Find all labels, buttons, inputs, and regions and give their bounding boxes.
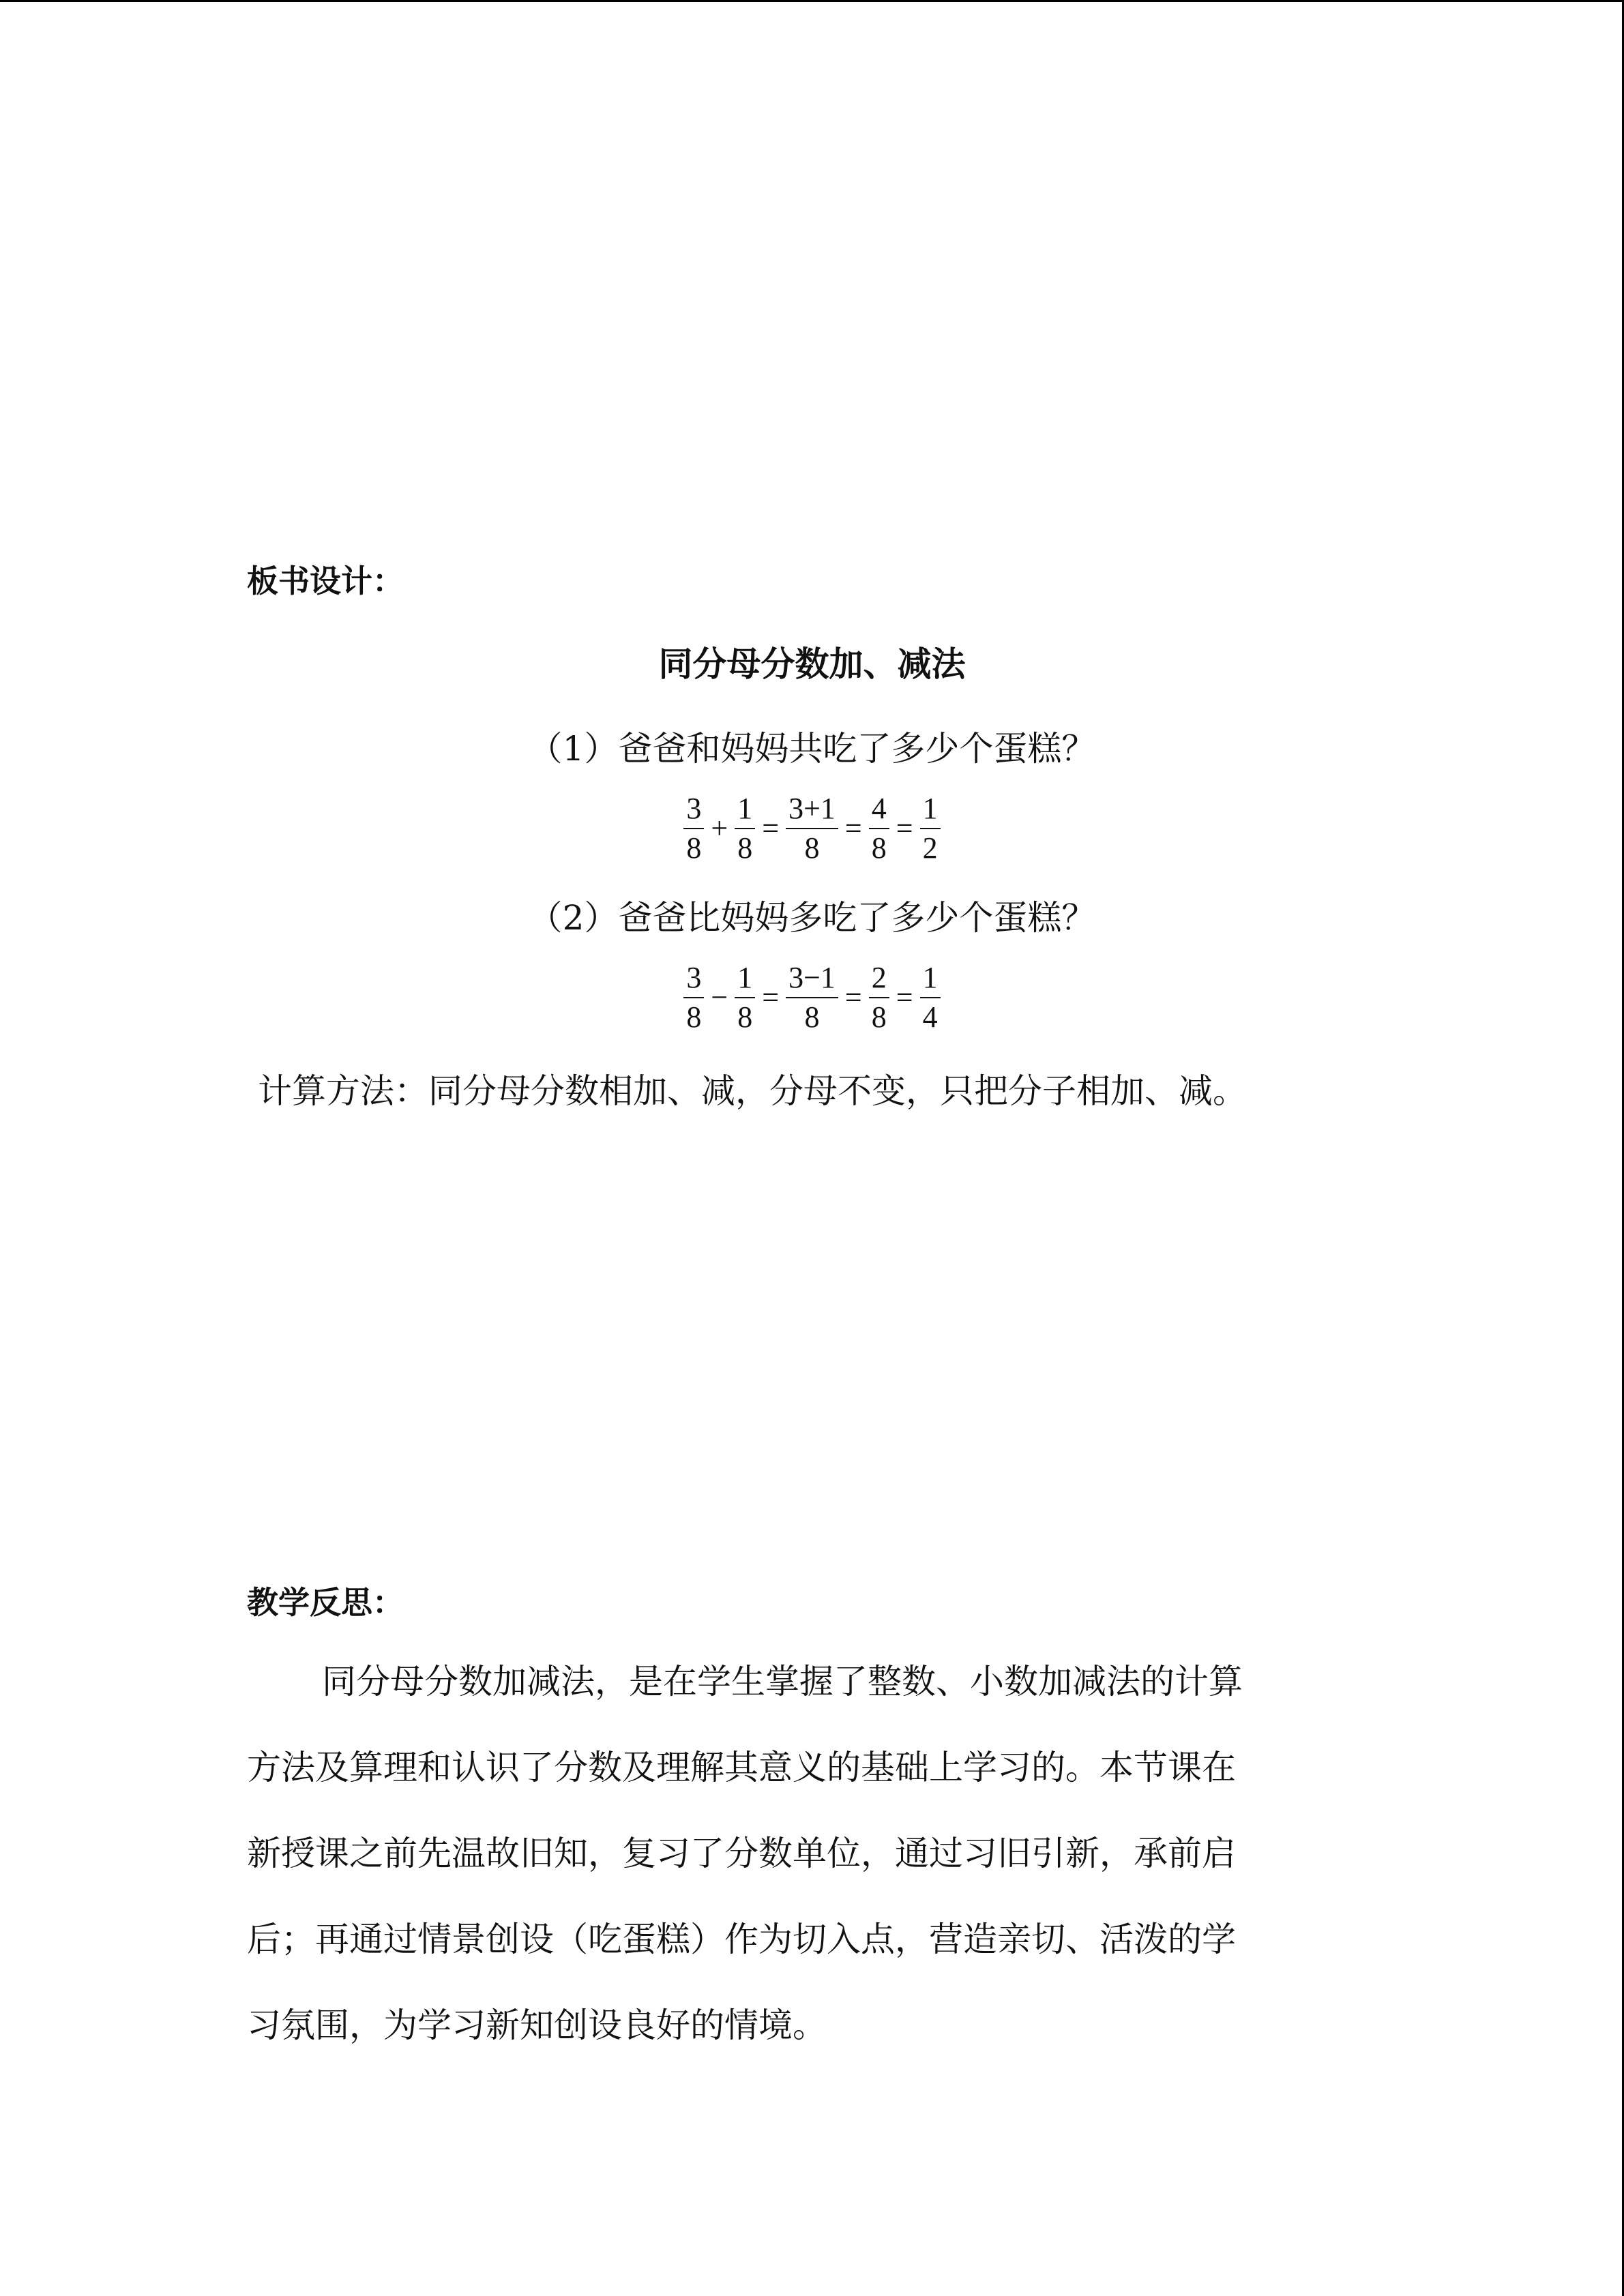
paragraph-line: 新授课之前先温故旧知，复习了分数单位，通过习旧引新，承前启 — [247, 1834, 1236, 1873]
operator: − — [711, 981, 728, 1014]
numerator: 4 — [871, 792, 887, 825]
fraction — [786, 961, 838, 1034]
calculation-method: 计算方法：同分母分数相加、减，分母不变，只把分子相加、减。 — [258, 1071, 1247, 1111]
fraction — [683, 792, 704, 865]
operator: + — [711, 811, 728, 845]
denominator: 8 — [804, 831, 820, 865]
equation-1 — [0, 792, 1624, 865]
denominator: 8 — [737, 831, 753, 865]
paragraph-line: 方法及算理和认识了分数及理解其意义的基础上学习的。本节课在 — [247, 1748, 1236, 1787]
question-2: （2）爸爸比妈妈多吃了多少个蛋糕？ — [528, 898, 1096, 938]
board-title: 同分母分数加、减法 — [658, 644, 966, 684]
numerator: 1 — [737, 792, 753, 825]
equals-sign: = — [762, 811, 780, 845]
equals-sign: = — [844, 811, 862, 845]
fraction — [735, 961, 755, 1034]
denominator: 8 — [686, 831, 702, 865]
equals-sign: = — [896, 981, 913, 1014]
numerator: 3 — [686, 961, 702, 994]
paragraph-line: 同分母分数加减法，是在学生掌握了整数、小数加减法的计算 — [322, 1662, 1243, 1701]
equals-sign: = — [896, 811, 913, 845]
numerator: 1 — [922, 792, 938, 825]
reflection-paragraph — [247, 1661, 1365, 2091]
denominator: 8 — [871, 1000, 887, 1034]
fraction — [735, 792, 755, 865]
denominator: 8 — [686, 1000, 702, 1034]
fraction — [869, 792, 889, 865]
paragraph-line: 后；再通过情景创设（吃蛋糕）作为切入点，营造亲切、活泼的学 — [247, 1920, 1236, 1959]
paragraph-line: 习氛围，为学习新知创设良好的情境。 — [247, 2006, 827, 2045]
denominator: 4 — [922, 1000, 938, 1034]
numerator: 3−1 — [788, 961, 836, 994]
reflection-heading: 教学反思： — [247, 1584, 404, 1621]
fraction — [683, 961, 704, 1034]
question-1: （1）爸爸和妈妈共吃了多少个蛋糕？ — [528, 729, 1096, 769]
denominator: 8 — [737, 1000, 753, 1034]
numerator: 3 — [686, 792, 702, 825]
denominator: 8 — [804, 1000, 820, 1034]
numerator: 2 — [871, 961, 887, 994]
page-border-top — [0, 0, 1624, 2]
numerator: 1 — [737, 961, 753, 994]
equals-sign: = — [844, 981, 862, 1014]
fraction — [869, 961, 889, 1034]
fraction — [920, 792, 941, 865]
fraction — [920, 961, 941, 1034]
denominator: 8 — [871, 831, 887, 865]
equation-2 — [0, 961, 1624, 1034]
equals-sign: = — [762, 981, 780, 1014]
board-design-heading: 板书设计： — [247, 563, 404, 599]
denominator: 2 — [922, 831, 938, 865]
fraction — [786, 792, 838, 865]
numerator: 3+1 — [788, 792, 836, 825]
numerator: 1 — [922, 961, 938, 994]
